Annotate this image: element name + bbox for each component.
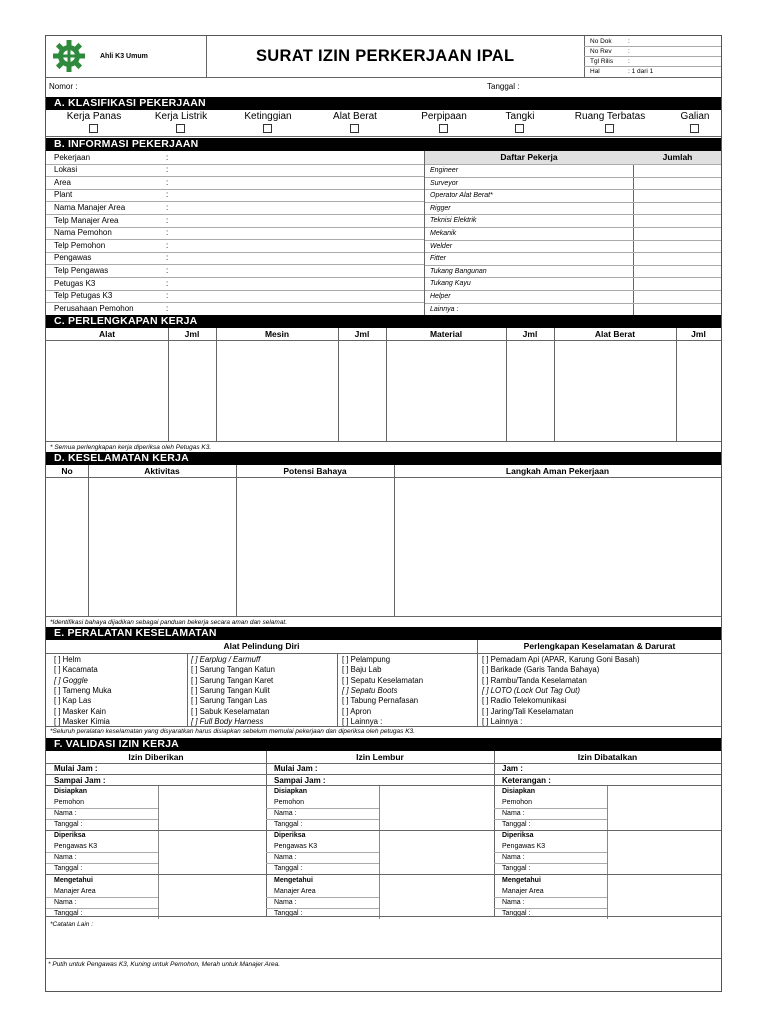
keselamatan-col-header: Langkah Aman Pekerjaan: [505, 466, 610, 476]
peralatan-item[interactable]: [ ] Masker Kain: [54, 706, 106, 716]
peralatan-item[interactable]: [ ] Sarung Tangan Katun: [191, 665, 275, 675]
validasi-role: Pengawas K3: [274, 843, 318, 850]
peralatan-item[interactable]: [ ] Apron: [342, 706, 372, 716]
pekerja-label: Operator Alat Berat*: [430, 192, 493, 200]
perlengkapan-col-header: Jml: [522, 329, 538, 339]
klasifikasi-checkbox[interactable]: [176, 124, 185, 133]
validasi-tanggal-label: Tanggal :: [502, 865, 531, 872]
section-b-header: B. INFORMASI PEKERJAAN: [46, 138, 721, 151]
perlengkapan-col-header: Jml: [691, 329, 706, 339]
nomor-label: Nomor :: [49, 82, 78, 91]
section-e-header: E. PERALATAN KESELAMATAN: [46, 627, 721, 640]
info-field-label: Pekerjaan: [54, 152, 91, 162]
perlengkapan-cell[interactable]: [387, 341, 505, 440]
info-field-label: Telp Pengawas: [54, 265, 109, 275]
pekerja-jumlah-input[interactable]: [634, 227, 720, 239]
validasi-group-title: Mengetahui: [54, 877, 93, 884]
peralatan-item[interactable]: [ ] Barikade (Garis Tanda Bahaya): [482, 665, 600, 675]
info-field-input[interactable]: [174, 201, 422, 213]
pekerja-label: Welder: [430, 242, 453, 250]
peralatan-item[interactable]: [ ] Sarung Tangan Las: [191, 696, 268, 706]
klasifikasi-checkbox[interactable]: [605, 124, 614, 133]
info-field-input[interactable]: [174, 264, 422, 276]
validasi-tanggal-label: Tanggal :: [274, 910, 303, 917]
validasi-nama-label: Nama :: [502, 810, 525, 817]
perlengkapan-col-header: Jml: [184, 329, 200, 339]
keselamatan-cell[interactable]: [395, 478, 720, 615]
peralatan-item[interactable]: [ ] Sabuk Keselamatan: [191, 706, 270, 716]
validasi-row2-label: Keterangan :: [502, 776, 551, 785]
validasi-role: Pemohon: [54, 799, 84, 806]
info-field-colon: :: [166, 253, 169, 263]
validasi-nama-label: Nama :: [274, 899, 297, 906]
gear-logo-icon: [52, 39, 86, 73]
klasifikasi-label: Perpipaan: [421, 111, 467, 122]
validasi-nama-label: Nama :: [274, 854, 297, 861]
apd-header: Alat Pelindung Diri: [223, 641, 300, 651]
section-d-header: D. KESELAMATAN KERJA: [46, 452, 721, 465]
tanggal-label: Tanggal :: [487, 82, 520, 91]
validasi-group-title: Mengetahui: [502, 877, 541, 884]
validasi-row2-label: Sampai Jam :: [274, 776, 326, 785]
info-field-label: Area: [54, 177, 71, 187]
validasi-nama-label: Nama :: [502, 854, 525, 861]
keselamatan-cell[interactable]: [237, 478, 393, 615]
peralatan-item[interactable]: [ ] Jaring/Tali Keselamatan: [482, 706, 574, 716]
validasi-group-title: Diperiksa: [274, 832, 306, 839]
klasifikasi-checkbox[interactable]: [89, 124, 98, 133]
perlengkapan-cell[interactable]: [507, 341, 553, 440]
info-field-colon: :: [166, 278, 169, 288]
footer-note: * Putih untuk Pengawas K3, Kuning untuk Pemohon, Merah untuk Manajer Area.: [48, 961, 281, 968]
pekerja-label: Teknisi Elektrik: [430, 217, 477, 225]
info-field-label: Lokasi: [54, 165, 78, 175]
validasi-group-title: Disiapkan: [274, 788, 308, 795]
validasi-group-title: Disiapkan: [502, 788, 536, 795]
perlengkapan-col-header: Material: [429, 329, 463, 339]
info-field-colon: :: [166, 165, 169, 175]
pekerja-jumlah-input[interactable]: [634, 277, 720, 289]
signature-box[interactable]: [158, 875, 266, 919]
validasi-tanggal-label: Tanggal :: [502, 910, 531, 917]
validasi-row1-label: Mulai Jam :: [274, 764, 318, 773]
perlengkapan-note: * Semua perlengkapan kerja diperiksa oleh Petugas K3.: [50, 444, 212, 451]
pekerja-label: Rigger: [430, 204, 451, 212]
validasi-role: Pemohon: [502, 799, 532, 806]
pekerja-jumlah-input[interactable]: [634, 214, 720, 226]
validasi-nama-label: Nama :: [502, 899, 525, 906]
info-field-input[interactable]: [174, 302, 422, 314]
info-field-label: Plant: [54, 190, 73, 200]
pekerja-jumlah-input[interactable]: [634, 202, 720, 214]
validasi-tanggal-label: Tanggal :: [274, 821, 303, 828]
signature-box[interactable]: [607, 875, 721, 919]
peralatan-item[interactable]: [ ] Full Body Harness: [191, 716, 264, 726]
info-field-label: Telp Manajer Area: [54, 215, 119, 225]
peralatan-item[interactable]: [ ] Tameng Muka: [54, 685, 112, 695]
pekerja-jumlah-input[interactable]: [634, 303, 720, 315]
peralatan-item[interactable]: [ ] Kacamata: [54, 665, 98, 675]
info-field-colon: :: [166, 240, 169, 250]
doc-info-value: :: [628, 38, 630, 45]
doc-info-label: Hal: [590, 68, 600, 75]
pekerja-label: Helper: [430, 293, 451, 300]
info-field-colon: :: [166, 177, 169, 187]
doc-info-value: :: [628, 48, 630, 55]
perlengkapan-cell[interactable]: [169, 341, 215, 440]
peralatan-item[interactable]: [ ] LOTO (Lock Out Tag Out): [482, 685, 580, 695]
keselamatan-col-header: Aktivitas: [144, 466, 180, 476]
jumlah-header: Jumlah: [662, 152, 693, 162]
doc-info-label: No Dok: [590, 38, 612, 45]
doc-info-label: No Rev: [590, 48, 612, 55]
validasi-tanggal-label: Tanggal :: [274, 865, 303, 872]
info-field-label: Nama Manajer Area: [54, 202, 126, 212]
info-field-colon: :: [166, 291, 169, 301]
info-field-colon: :: [166, 303, 169, 313]
validasi-row2-label: Sampai Jam :: [54, 776, 106, 785]
pekerja-label: Tukang Kayu: [430, 280, 471, 288]
validasi-row1-label: Jam :: [502, 764, 523, 773]
info-field-label: Telp Petugas K3: [54, 291, 113, 301]
peralatan-item[interactable]: [ ] Radio Telekomunikasi: [482, 696, 567, 706]
catatan-label: *Catatan Lain :: [50, 921, 94, 928]
keselamatan-cell[interactable]: [47, 478, 87, 615]
validasi-col-header: Izin Lembur: [356, 752, 404, 762]
info-field-colon: :: [166, 265, 169, 275]
peralatan-item[interactable]: [ ] Lainnya :: [482, 716, 523, 726]
peralatan-item[interactable]: [ ] Sarung Tangan Karet: [191, 675, 274, 685]
signature-box[interactable]: [607, 830, 721, 874]
klasifikasi-label: Galian: [680, 111, 710, 122]
validasi-col-header: Izin Dibatalkan: [577, 752, 638, 762]
permit-form: [45, 35, 722, 992]
signature-box[interactable]: [379, 875, 494, 919]
klasifikasi-label: Ketinggian: [244, 111, 292, 122]
validasi-group-title: Diperiksa: [502, 832, 534, 839]
validasi-tanggal-label: Tanggal :: [54, 910, 83, 917]
pekerja-jumlah-input[interactable]: [634, 240, 720, 252]
validasi-col-header: Izin Diberikan: [128, 752, 184, 762]
info-field-label: Perusahaan Pemohon: [54, 303, 134, 313]
validasi-nama-label: Nama :: [54, 810, 77, 817]
darurat-header: Perlengkapan Keselamatan & Darurat: [523, 641, 676, 651]
info-field-input[interactable]: [174, 176, 422, 188]
peralatan-item[interactable]: [ ] Lainnya :: [342, 716, 383, 726]
validasi-role: Manajer Area: [502, 888, 544, 895]
perlengkapan-col-header: Alat Berat: [594, 329, 636, 339]
klasifikasi-checkbox[interactable]: [515, 124, 524, 133]
klasifikasi-label: Kerja Panas: [66, 111, 122, 122]
perlengkapan-col-header: Mesin: [264, 329, 290, 339]
pekerja-jumlah-input[interactable]: [634, 177, 720, 189]
klasifikasi-checkbox[interactable]: [690, 124, 699, 133]
perlengkapan-col-header: Jml: [354, 329, 370, 339]
perlengkapan-cell[interactable]: [217, 341, 337, 440]
info-field-input[interactable]: [174, 214, 422, 226]
pekerja-label: Mekanik: [430, 230, 457, 237]
info-field-input[interactable]: [174, 151, 422, 163]
perlengkapan-cell[interactable]: [555, 341, 675, 440]
info-field-label: Telp Pemohon: [54, 240, 106, 250]
info-field-label: Petugas K3: [54, 278, 96, 288]
logo: [52, 39, 86, 73]
pekerja-jumlah-input[interactable]: [634, 290, 720, 302]
info-field-label: Nama Pemohon: [54, 228, 112, 238]
validasi-nama-label: Nama :: [54, 899, 77, 906]
pekerja-label: Engineer: [430, 167, 459, 174]
pekerja-label: Surveyor: [430, 179, 459, 187]
info-field-input[interactable]: [174, 277, 422, 289]
klasifikasi-checkbox[interactable]: [439, 124, 448, 133]
validasi-row1-label: Mulai Jam :: [54, 764, 98, 773]
klasifikasi-label: Ruang Terbatas: [574, 111, 646, 122]
peralatan-item[interactable]: [ ] Tabung Pernafasan: [342, 696, 419, 706]
keselamatan-col-header: Potensi Bahaya: [283, 466, 347, 476]
peralatan-item[interactable]: [ ] Helm: [54, 655, 81, 664]
info-field-input[interactable]: [174, 252, 422, 264]
keselamatan-cell[interactable]: [89, 478, 235, 615]
section-a-header: A. KLASIFIKASI PEKERJAAN: [46, 97, 721, 110]
signature-box[interactable]: [379, 786, 494, 830]
signature-box[interactable]: [158, 830, 266, 874]
peralatan-item[interactable]: [ ] Sepatu Keselamatan: [342, 675, 424, 685]
info-field-input[interactable]: [174, 227, 422, 239]
peralatan-note: *Seluruh peralatan keselamatan yang disyaratkan harus disiapkan sebelum memulai pekerjaan dan diperiksa oleh petugas K3.: [50, 728, 415, 735]
validasi-role: Pemohon: [274, 799, 304, 806]
info-field-input[interactable]: [174, 290, 422, 302]
pekerja-jumlah-input[interactable]: [634, 189, 720, 201]
peralatan-item[interactable]: [ ] Sarung Tangan Kulit: [191, 685, 270, 695]
peralatan-item[interactable]: [ ] Rambu/Tanda Keselamatan: [482, 675, 587, 685]
validasi-group-title: Disiapkan: [54, 788, 88, 795]
validasi-role: Manajer Area: [274, 888, 316, 895]
info-field-colon: :: [166, 215, 169, 225]
peralatan-item[interactable]: [ ] Earplug / Earmuff: [191, 655, 261, 664]
page-title: SURAT IZIN PERKERJAAN IPAL: [256, 47, 515, 65]
signature-box[interactable]: [379, 830, 494, 874]
perlengkapan-cell[interactable]: [339, 341, 385, 440]
info-field-colon: :: [166, 190, 169, 200]
section-f-header: F. VALIDASI IZIN KERJA: [46, 738, 721, 751]
pekerja-jumlah-input[interactable]: [634, 265, 720, 277]
info-field-input[interactable]: [174, 189, 422, 201]
doc-info-value: :: [628, 58, 630, 65]
daftar-pekerja-header: Daftar Pekerja: [500, 152, 558, 162]
peralatan-item[interactable]: [ ] Sepatu Boots: [342, 685, 398, 695]
pekerja-label: Lainnya :: [430, 305, 459, 313]
validasi-tanggal-label: Tanggal :: [54, 821, 83, 828]
peralatan-item[interactable]: [ ] Masker Kimia: [54, 716, 110, 726]
section-c-header: C. PERLENGKAPAN KERJA: [46, 315, 721, 328]
peralatan-item[interactable]: [ ] Kap Las: [54, 696, 92, 706]
perlengkapan-cell[interactable]: [47, 341, 167, 440]
info-field-input[interactable]: [174, 164, 422, 176]
validasi-group-title: Mengetahui: [274, 877, 313, 884]
keselamatan-note: *Identifikasi bahaya dijadikan sebagai panduan bekerja secara aman dan selamat.: [50, 619, 288, 626]
klasifikasi-label: Tangki: [505, 111, 535, 122]
info-field-colon: :: [166, 228, 169, 238]
peralatan-item[interactable]: [ ] Goggle: [54, 675, 88, 685]
validasi-role: Pengawas K3: [54, 843, 98, 850]
signature-box[interactable]: [607, 786, 721, 830]
validasi-nama-label: Nama :: [54, 854, 77, 861]
klasifikasi-label: Kerja Listrik: [154, 111, 208, 122]
info-field-colon: :: [166, 202, 169, 212]
validasi-group-title: Diperiksa: [54, 832, 86, 839]
validasi-role: Manajer Area: [54, 888, 96, 895]
perlengkapan-col-header: Alat: [98, 329, 116, 339]
validasi-tanggal-label: Tanggal :: [54, 865, 83, 872]
peralatan-item[interactable]: [ ] Baju Lab: [342, 665, 382, 675]
doc-info-value: : 1 dari 1: [628, 68, 654, 75]
validasi-tanggal-label: Tanggal :: [502, 821, 531, 828]
validasi-role: Pengawas K3: [502, 843, 546, 850]
peralatan-item[interactable]: [ ] Pelampung: [342, 655, 391, 664]
info-field-label: Pengawas: [54, 253, 92, 263]
klasifikasi-checkbox[interactable]: [263, 124, 272, 133]
pekerja-jumlah-input[interactable]: [634, 164, 720, 176]
info-field-input[interactable]: [174, 239, 422, 251]
peralatan-item[interactable]: [ ] Pemadam Api (APAR, Karung Goni Basah): [482, 655, 640, 664]
pekerja-label: Tukang Bangunan: [430, 267, 487, 275]
logo-label: Ahli K3 Umum: [100, 53, 148, 60]
validasi-nama-label: Nama :: [274, 810, 297, 817]
info-field-colon: :: [166, 152, 169, 162]
signature-box[interactable]: [158, 786, 266, 830]
pekerja-label: Fitter: [430, 255, 446, 263]
keselamatan-col-header: No: [61, 466, 73, 476]
doc-info-label: Tgl Rilis: [590, 58, 614, 65]
pekerja-jumlah-input[interactable]: [634, 252, 720, 264]
klasifikasi-checkbox[interactable]: [350, 124, 359, 133]
klasifikasi-label: Alat Berat: [333, 111, 377, 122]
perlengkapan-cell[interactable]: [677, 341, 720, 440]
